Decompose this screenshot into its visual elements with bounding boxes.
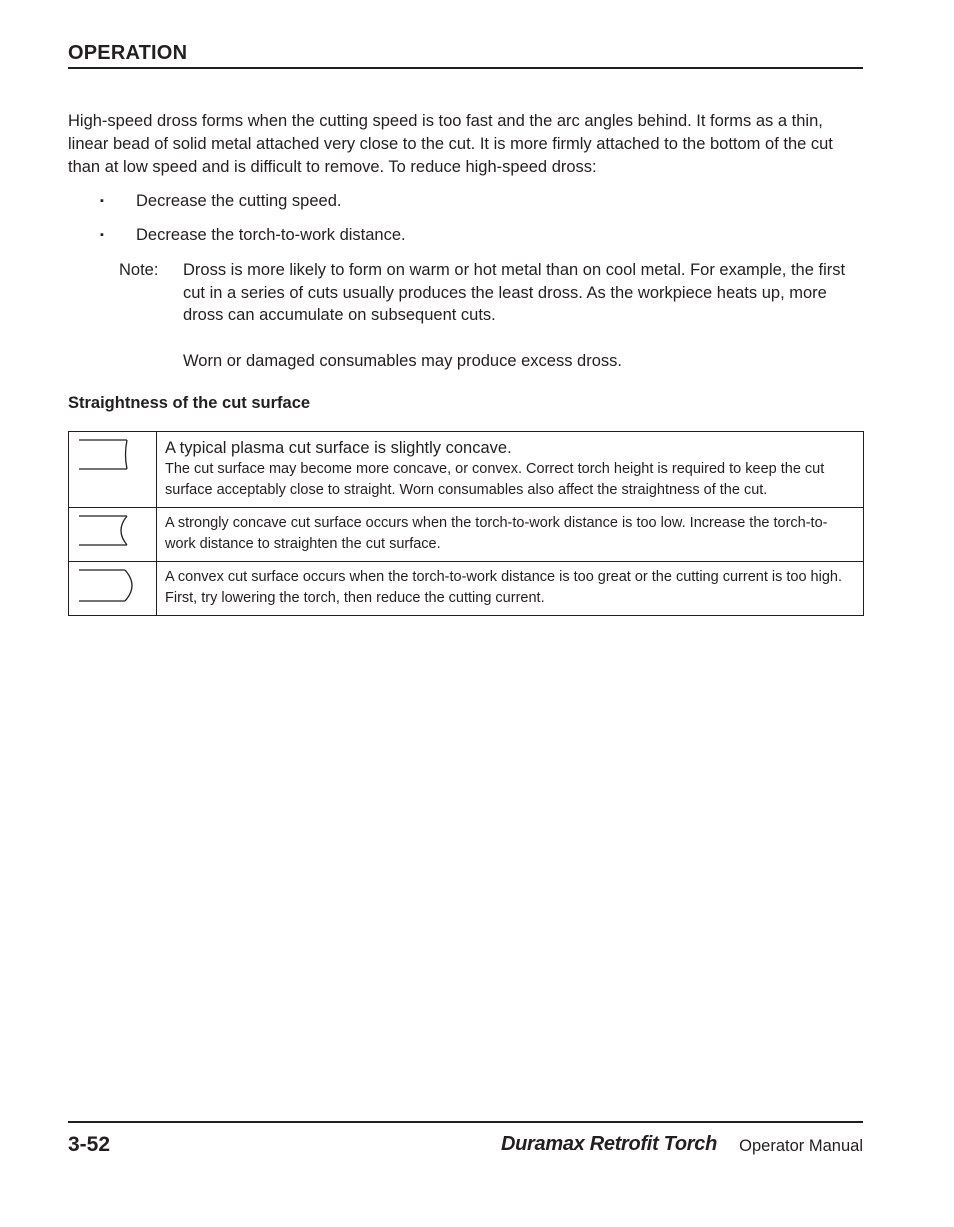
bullet-text: Decrease the cutting speed. <box>136 192 342 210</box>
note-label: Note: <box>119 261 159 279</box>
product-name: Duramax Retrofit Torch <box>500 1133 717 1155</box>
row-text: The cut surface may become more concave, or convex. Correct torch height is required to keep the cut surface acceptably close to straight. Worn consumables also affect the straightness of the cut. <box>165 461 825 498</box>
row-text: A convex cut surface occurs when the torch-to-work distance is too great or the cutting current is too high. First, try lowering the torch, then reduce the cutting current. <box>165 569 843 606</box>
table-row <box>69 432 864 508</box>
description-cell <box>157 432 864 508</box>
row-text: A strongly concave cut surface occurs when the torch-to-work distance is too low. Increase the torch-to-work distance to straighten the cut surface. <box>165 515 828 552</box>
intro-paragraph: High-speed dross forms when the cutting speed is too fast and the arc angles behind. It forms as a thin, linear bead of solid metal attached very close to the cut. It is more firmly attached to the bottom of the cut than at low speed and is difficult to remove. To reduce high-speed dross: <box>68 112 833 176</box>
page-footer <box>68 1121 863 1163</box>
icon-cell <box>69 432 157 508</box>
bullet-mark: ▪ <box>100 195 104 207</box>
convex-cut-icon <box>69 562 156 604</box>
section-heading: Straightness of the cut surface <box>68 394 311 412</box>
bullet-text: Decrease the torch-to-work distance. <box>136 226 406 244</box>
note-paragraph: Dross is more likely to form on warm or hot metal than on cool metal. For example, the first cut in a series of cuts usually produces the least dross. As the workpiece heats up, more dross can accumulate on subsequent cuts. <box>183 261 846 324</box>
table-row <box>69 508 864 562</box>
slightly-concave-cut-icon <box>69 432 156 472</box>
page-header <box>68 40 863 69</box>
icon-cell <box>69 508 157 562</box>
description-cell <box>157 562 864 616</box>
strongly-concave-cut-icon <box>69 508 156 548</box>
icon-cell <box>69 562 157 616</box>
description-cell <box>157 508 864 562</box>
row-lead-text: A typical plasma cut surface is slightly concave. <box>165 439 512 457</box>
note-body <box>183 259 863 395</box>
note-paragraph: Worn or damaged consumables may produce excess dross. <box>183 351 622 370</box>
section-title: OPERATION <box>68 42 188 64</box>
manual-type: Operator Manual <box>739 1137 863 1155</box>
cut-surface-table <box>68 431 864 616</box>
table-row <box>69 562 864 616</box>
page-number: 3-52 <box>68 1133 111 1156</box>
bullet-mark: ▪ <box>100 229 104 241</box>
